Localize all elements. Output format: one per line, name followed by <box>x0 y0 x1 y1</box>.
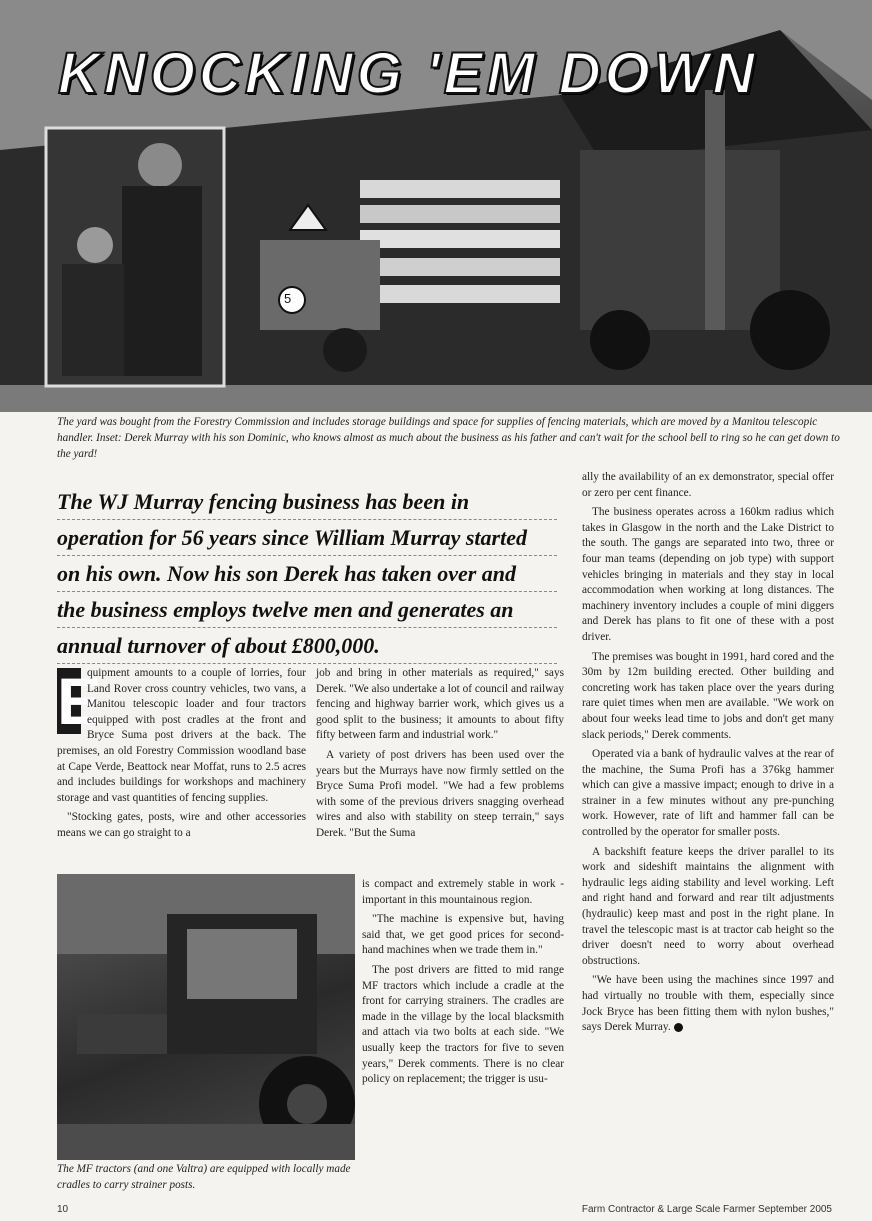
end-mark-icon <box>674 1023 683 1032</box>
pull-quote <box>57 484 557 664</box>
pull-quote-line: operation for 56 years since William Murray started <box>57 520 557 556</box>
article-column-2-continued <box>362 877 564 1092</box>
tractor-caption: The MF tractors (and one Valtra) are equipped with locally made cradles to carry strainer posts. <box>57 1163 351 1191</box>
page-number: 10 <box>57 1204 69 1215</box>
article-column-3 <box>582 470 834 1040</box>
paragraph: The post drivers are fitted to mid range MF tractors which include a cradle at the front for carrying strainers. The cradles are made in the village by the local blacksmith and attach via two bolts at each side. "We usually keep the tractors for five to seven years," Derek comments. There is no clear policy on replacement; the trigger is usu- <box>362 963 564 1086</box>
paragraph: job and bring in other materials as required," says Derek. "We also undertake a lot of council and railway fencing and highway barrier work, which gives us a good split to the business; it amounts to about fifty fifty between farm and industrial work." <box>316 667 564 742</box>
paragraph: A variety of post drivers has been used over the years but the Murrays have now firmly settled on the Bryce Suma Profi model. "We had a few problems with some of the previous drivers snagging overhead wires and also with stability on steep terrain," says Derek. "But the Suma <box>316 748 564 839</box>
tractor-photo-illustration <box>57 874 355 1160</box>
pull-quote-line: annual turnover of about £800,000. <box>57 628 557 664</box>
paragraph <box>57 666 306 806</box>
article-column-2 <box>316 666 564 846</box>
paragraph: ally the availability of an ex demonstrator, special offer or zero per cent finance. <box>582 471 834 499</box>
paragraph-text: quipment amounts to a couple of lorries, four Land Rover cross country vehicles, two vans, a Manitou telescopic loader and four tractors equipped with post cradles at the front and Bryce Suma post drivers at the back. The premises, an old Forestry Commission woodland base at Cape Verde, Beattock near Moffat, runs to 2.5 acres and includes buildings for workshops and machinery storage and vast quantities of fencing supplies. <box>57 667 306 804</box>
pull-quote-line: on his own. Now his son Derek has taken over and <box>57 556 557 592</box>
paragraph: "Stocking gates, posts, wire and other accessories means we can go straight to a <box>57 811 306 839</box>
paragraph: Operated via a bank of hydraulic valves at the rear of the machine, the Suma Profi has a 376kg hammer which can give a massive impact; enough to drive in a strainer in a few minutes without any pre-punching work. However, rate of lift and hammer fall can be controlled by the operator for smaller posts. <box>582 748 834 839</box>
paragraph: A backshift feature keeps the driver parallel to its work and sideshift maintains the alignment with hydraulic legs aiding stability and level working. Left and right hand and forward and rear tilt adjustments (hydraulic) keep mast and post in the right plane. In travel the telescopic mast is at tractor cab height so the driver doesn't need to worry about overhead obstructions. <box>582 845 834 967</box>
pull-quote-line: the business employs twelve men and generates an <box>57 592 557 628</box>
publication-footer: Farm Contractor & Large Scale Farmer September 2005 <box>581 1204 832 1215</box>
article-column-1 <box>57 666 306 846</box>
paragraph: The business operates across a 160km radius which takes in Glasgow in the north and the Lake District to the south. The gangs are separated into two, three or four man teams (depending on job type) with support vehicles bringing in materials and they stay in local accommodation when working at long distances. The machinery inventory includes a couple of mini diggers and Derek has plans to fit one of these with a post driver. <box>582 506 834 643</box>
paragraph: "The machine is expensive but, having said that, we get good prices for second-hand machines when we trade them in." <box>362 913 564 957</box>
hero-photo <box>0 0 872 412</box>
paragraph-text: "We have been using the machines since 1997 and had virtually no trouble with them, especially since Jock Bryce has been fitting them with nylon bushes," says Derek Murray. <box>582 974 834 1034</box>
paragraph: is compact and extremely stable in work - important in this mountainous region. <box>362 878 564 906</box>
badge-number: 5 <box>284 291 292 306</box>
pull-quote-line: The WJ Murray fencing business has been in <box>57 484 557 520</box>
paragraph: The premises was bought in 1991, hard cored and the 30m by 12m building erected. Other building and concreting work has taken place over the years during rare quiet times when men are available. "We work on about four weeks lead time to jobs and don't get many slack periods," Derek comments. <box>582 650 834 741</box>
paragraph <box>582 973 834 1035</box>
page-headline: KNOCKING 'EM DOWN <box>58 41 759 106</box>
hero-caption: The yard was bought from the Forestry Commission and includes storage buildings and space for supplies of fencing materials, which are moved by a Manitou telescopic handler. Inset: Derek Murray with his son Dominic, who knows almost as much about the business as his father and can't wait for the school bell to ring so he can get down to the yard! <box>57 416 840 460</box>
drop-cap: E <box>57 664 102 738</box>
tractor-photo <box>57 874 355 1160</box>
